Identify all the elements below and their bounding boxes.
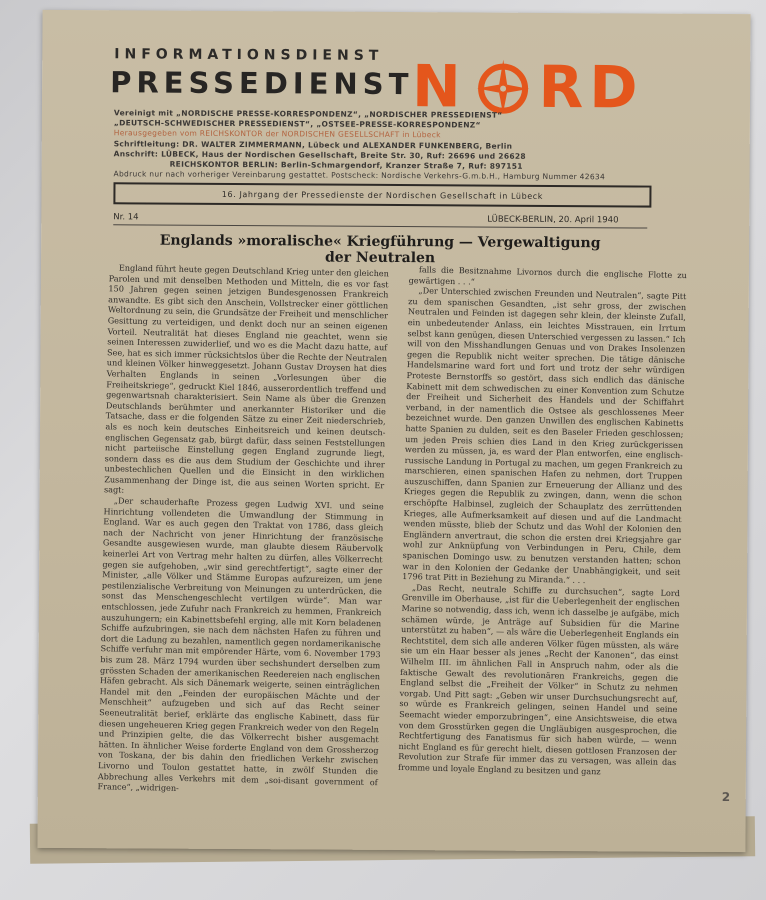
dateline: LÜBECK-BERLIN, 20. April 1940 (487, 214, 619, 226)
article-column-right (398, 264, 687, 778)
sub-line-5: Anschrift: LÜBECK, Haus der Nordischen Gesellschaft, Breite Str. 30, Ruf: 26696 und 26628 (113, 149, 526, 161)
article-column-left (97, 262, 388, 798)
paragraph: England führt heute gegen Deutschland Krieg unter den gleichen Parolen und mit denselben Methoden und Mitteln, die es vor fast 150 Jahren gegen seinen jetzigen Bundesgenossen Frankreich anwandte. Es gibt sich den Anschein, Vollstrecker einer göttlichen Weltordnung zu sein, die Grundsätze der Freiheit und menschlicher Gesittung zu verteidigen, und denkt doch nur an seinen eigenen Vorteil. Neutralität hat dieses England nie geachtet, wenn sie seinen Interessen zuwiderlief, und wo es die Macht dazu hatte, auf See, hat es sich immer rücksichtslos über die Rechte der Neutralen und kleinen Völker hinweggesetzt. Johann Gustav Droysen hat dies Verhalten Englands in seinen „Vorlesungen über die Freiheitskriege“, gedruckt Kiel 1846, ausserordentlich treffend und gegenwartsnah charakterisiert. Sein Name als über die Grenzen Deutschlands berühmter und anerkannter Historiker und die Tatsache, dass er die folgenden Sätze zu einer Zeit niederschrieb, als es noch kein deutsches Einheitsreich und keinen deutsch-englischen Gegensatz gab, bürgt dafür, dass seinen Feststellungen nicht parteiische Einstellung gegen England zugrunde liegt, sondern dass es die aus dem Studium der Geschichte und ihrer unbestechlichen Quellen und die Einsicht in den wirklichen Zusammenhang der Dinge ist, die aus seinen Worten spricht. Er sagt: (103, 262, 389, 496)
newspaper-sheet (37, 10, 750, 852)
masthead-title: PRESSEDIENST (110, 65, 414, 102)
paragraph: „Der schauderhafte Prozess gegen Ludwig XVI. und seine Hinrichtung vollendeten die Umwandlung der Stimmung in England. War es auch gegen den Traktat von 1786, dass gleich nach der Nachricht von jener Hinrichtung der französische Gesandte ausgewiesen wurde, man glaubte diesem Räubervolk keinerlei Art von Vertrag mehr halten zu dürfen, alles Völkerrecht gegen sie aufgehoben, „wir sind gerechtfertigt“, sagte einer der Minister, „alle Völker und Stämme Europas aufzureizen, um jene pestilenzialische Verbreitung von Meinungen zu unterdrücken, die sonst das Menschengeschlecht vertilgen würde“. Man war entschlossen, jede Zufuhr nach Frankreich zu hemmen, Frankreich auszuhungern; ein Kabinettsbefehl erging, alle mit Korn beladenen Schiffe aufzubringen, sie nach dem nächsten Hafen zu führen und dort die Ladung zu bezahlen, namentlich gegen nordamerikanische Schiffe verfuhr man mit empörender Härte, vom 6. November 1793 bis zum 28. März 1794 wurden über sechshundert derselben zum grössten Schaden der amerikanischen Reedereien nach englischen Häfen gebracht. Als sich Dänemark weigerte, seinen einträglichen Handel mit den „Feinden der europäischen Mächte und der Menschheit“ aufzugeben und sich auf das Recht seiner Seeneutralität berief, erklärte das englische Kabinett, dass für diesen ungeheueren Krieg gegen Frankreich weder von den Regeln und Prinzipien gelte, die das Völkerrecht bisher ausgemacht hätten. In ähnlicher Weise forderte England von dem Grossherzog von Toskana, der bis dahin den friedlichen Verkehr zwischen Livorno und Toulon gestattet hatte, in zwölf Stunden die Abbrechung alles Verkehrs mit dem „soi-disant government of France“, „widrigen- (97, 495, 384, 793)
sub-line-2: „DEUTSCH-SCHWEDISCHER PRESSEDIENST“, „OSTSEE-PRESSE-KORRESPONDENZ“ (113, 118, 481, 130)
sub-line-6: REICHSKONTOR BERLIN: Berlin-Schmargendorf, Kranzer Straße 7, Ruf: 897151 (169, 159, 523, 171)
sub-line-1: Vereinigt mit „NORDISCHE PRESSE-KORRESPONDENZ“, „NORDISCHER PRESSEDIENST“ (113, 108, 503, 120)
sub-line-3: Herausgegeben vom REICHSKONTOR der NORDISCHEN GESELLSCHAFT in Lübeck (113, 128, 441, 140)
sub-line-4: Schriftleitung: DR. WALTER ZIMMERMANN, Lübeck und ALEXANDER FUNKENBERG, Berlin (113, 139, 513, 151)
page-mark: 2 (721, 790, 731, 805)
issue-number: Nr. 14 (113, 212, 139, 223)
jahrgang-banner: 16. Jahrgang der Pressedienste der Nordischen Gesellschaft in Lübeck (113, 182, 651, 207)
logo-letter-n: N (411, 52, 467, 121)
headline-line-1: Englands »moralische« Kriegführung — Vergewaltigung (159, 232, 601, 252)
compass-rose-icon (472, 57, 532, 115)
paragraph: „Das Recht, neutrale Schiffe zu durchsuchen“, sagte Lord Grenville im Oberhause, „ist für die Ueberlegenheit der englischen Marine so notwendig, dass ich, wenn ich dasselbe je aufgäbe, mich schämen würde, je Anträge auf Subsidien für die Marine unterstützt zu haben“, — als wäre die Ueberlegenheit Englands ein Rechtstitel, dem sich alle anderen Völker fügen müssten, als wäre sie um ein Haar besser als jenes „Recht der Kanonen“, das einst Wilhelm III. im ähnlichen Fall in Anspruch nahm, oder als die faktische Gewalt des revolutionären Frankreichs, gegen die England selbst die „Freiheit der Völker“ in Schutz zu nehmen vorgab. Und Pitt sagt: „Geben wir unser Durchsuchungsrecht auf, so würde es Frankreich gelingen, seinen Handel und seine Seemacht wieder emporzubringen“, eine Ansichtsweise, die etwa von dem Grosstürken gegen die Ungläubigen ausgesprochen, die Rechtfertigung des Fanatismus für sich haben würde, — wenn nicht England es für gerecht hielt, diesen gottlosen Franzosen der Revolution zur Strafe für immer das zu versagen, was allein das fromme und loyale England zu besitzen und ganz (397, 582, 681, 777)
sub-line-7: Abdruck nur nach vorheriger Vereinbarung gestattet. Postscheck: Nordische Verkehrs-G.m.b.H., Hamburg Nummer 42634 (113, 169, 606, 182)
article-headline (113, 232, 647, 267)
masthead-kicker: INFORMATIONSDIENST (114, 46, 384, 64)
paragraph: „Der Unterschied zwischen Freunden und Neutralen“, sagte Pitt zu dem spanischen Gesandten, „ist sehr gross, der zwischen Neutralen und Feinden ist dagegen sehr klein, der kleinste Zufall, ein unbedeutender Anlass, ein leichtes Misstrauen, ein Irrtum selbst kann genügen, diesen Unterschied vergessen zu lassen.“ Ich will von den Misshandlungen Genuas und von Drakes Insolenzen gegen die Republik nicht weiter sprechen. Die tätige dänische Handelsmarine ward fort und fort und trotz der sehr würdigen Proteste Bernstorffs so gestört, dass sich endlich das dänische Kabinett mit dem schwedischen zu einer Konvention zum Schutze der Freiheit und Sicherheit des Handels und der Schiffahrt verband, in der namentlich die Ostsee als geschlossenes Meer bezeichnet wurde. Den ganzen Unwillen des englischen Kabinetts hatte Spanien zu dulden, seit es den Baseler Frieden geschlossen; um jeden Preis schien dies Land in den Krieg zurückgerissen werden zu müssen, ja, es ward der Plan entworfen, eine englisch-russische Landung in Portugal zu machen, um gegen Frankreich zu marschieren, einen spanischen Hafen zu nehmen, dort Truppen auszuschiffen, dann Spanien zur Erneuerung der Allianz und des Krieges gegen die Republik zu zwingen, dann, wenn die schon erschöpfte Halbinsel, zugleich der Schauplatz des zerrüttenden Krieges, alle Aufmerksamkeit auf diesen und auf die Landmacht wenden müsste, blieb der Schutz und das Wohl der Kolonien den Engländern anvertraut, die schon die ersten drei Kriegsjahre gar wohl zur Anknüpfung von Verbindungen in Peru, Chile, dem spanischen Domingo usw. zu benutzen verstanden hatten; schon war in den Kolonien der Gedanke der Unabhängigkeit, und seit 1796 trat Pitt in Beziehung zu Miranda.“ . . . (402, 285, 687, 586)
paragraph: falls die Besitznahme Livornos durch die englische Flotte zu gewärtigen . . .“ (408, 264, 687, 287)
logo-letters-rd: RD (538, 52, 644, 122)
headline-line-2: der Neutralen (324, 249, 436, 267)
